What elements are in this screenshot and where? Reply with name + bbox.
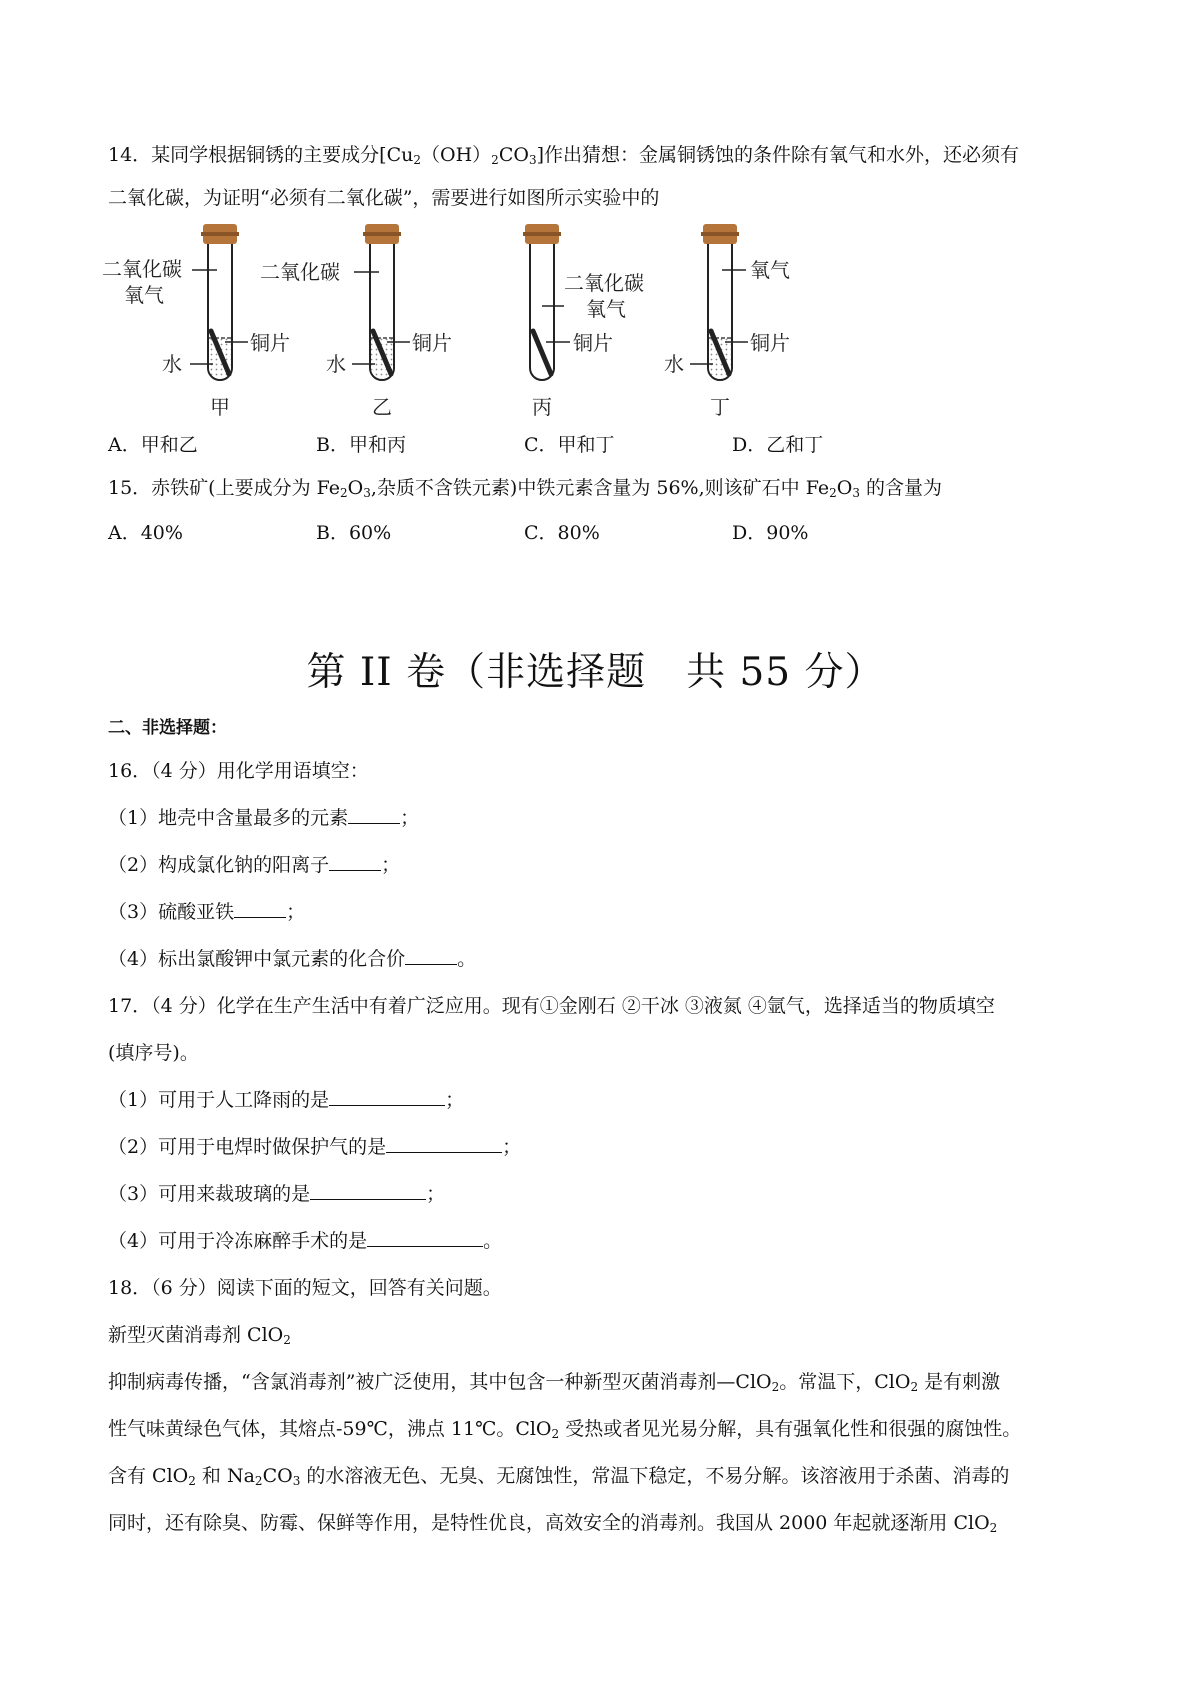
q18-p1-a: 抑制病毒传播，“含氯消毒剂”被广泛使用，其中包含一种新型灭菌消毒剂—ClO [108, 1371, 772, 1393]
q14-text-c: CO [498, 144, 529, 166]
q14-sub-3: 3 [528, 153, 537, 167]
q16-item-2 [108, 852, 1091, 878]
q15-sub-3: 2 [829, 486, 837, 500]
answer-blank[interactable] [234, 899, 286, 918]
q15-sub-4: 3 [852, 486, 860, 500]
q18-p1-c: 是有刺激 [918, 1371, 1001, 1393]
q18-p3-sub3: 3 [292, 1474, 301, 1488]
q15-text-a: 15．赤铁矿(上要成分为 Fe [108, 477, 341, 499]
q14-sub-2: 2 [491, 153, 499, 167]
tube-bing [523, 224, 644, 419]
tube-ding-copper-label: 铜片 [750, 331, 790, 355]
q18-title-text: 新型灭菌消毒剂 ClO [108, 1324, 284, 1346]
q17-item-4 [108, 1228, 1091, 1254]
tube-bing-gas1-label: 二氧化碳 [564, 271, 644, 295]
tube-ding-gas1-label: 氧气 [750, 258, 790, 282]
q16-item-4 [108, 946, 1091, 972]
q18-p4-a: 同时，还有除臭、防霉、保鲜等作用，是特性优良，高效安全的消毒剂。我国从 2000 年起就逐渐用 ClO [108, 1512, 990, 1534]
q17-stem-line2: (填序号)。 [108, 1042, 199, 1064]
q16-item-4-text: （4）标出氯酸钾中氯元素的化合价 [108, 948, 406, 970]
q16-item-2-text: （2）构成氯化钠的阳离子 [108, 854, 330, 876]
q14-text-b: （OH） [421, 144, 492, 166]
q16-item-1-end: ； [400, 807, 420, 829]
answer-blank[interactable] [329, 1087, 445, 1106]
tube-ding [664, 224, 790, 419]
q16-stem: 16．（4 分）用化学用语填空： [108, 760, 369, 782]
q15-text-b: O [347, 477, 364, 499]
q18-p1-b: 。常温下，ClO [779, 1371, 911, 1393]
q17-item-2 [108, 1134, 1091, 1160]
q18-p1-sub2: 2 [910, 1380, 919, 1394]
q16-item-1-text: （1）地壳中含量最多的元素 [108, 807, 349, 829]
q18-p2-b: 受热或者见光易分解，具有强氧化性和很强的腐蚀性。 [559, 1418, 1022, 1440]
section-title: 第 II 卷（非选择题 共 55 分） [306, 650, 885, 695]
tube-yi-water-label: 水 [326, 352, 346, 376]
q18-passage-title [108, 1322, 1091, 1348]
q18-p2-sub1: 2 [551, 1427, 560, 1441]
q14-sub-1: 2 [413, 153, 422, 167]
answer-blank[interactable] [329, 852, 381, 871]
tube-jia-copper-label: 铜片 [250, 331, 290, 355]
tube-bing-copper-label: 铜片 [573, 331, 613, 355]
q15-text-e: 的含量为 [859, 477, 942, 499]
q18-passage-line3 [108, 1463, 1091, 1489]
q17-item-3-end: ； [426, 1183, 446, 1205]
q17-item-3-text: （3）可用来裁玻璃的是 [108, 1183, 311, 1205]
q15-option-a[interactable]: A．40% [108, 522, 183, 544]
q16-item-1 [108, 805, 1091, 831]
q18-p3-a: 含有 ClO [108, 1465, 189, 1487]
answer-blank[interactable] [348, 805, 400, 824]
q15-option-b[interactable]: B．60% [316, 522, 392, 544]
tube-jia-water-label: 水 [162, 352, 182, 376]
q15-text-d: O [836, 477, 853, 499]
tube-yi-gas1-label: 二氧化碳 [260, 260, 340, 284]
q18-title-sub: 2 [283, 1333, 291, 1347]
tube-bing-gas2-label: 氧气 [586, 297, 626, 321]
tube-yi-copper-label: 铜片 [412, 331, 452, 355]
tube-jia-gas1-label: 二氧化碳 [102, 257, 182, 281]
q18-p2-a: 性气味黄绿色气体，其熔点-59℃，沸点 11℃。ClO [108, 1418, 552, 1440]
q18-passage-line1 [108, 1369, 1091, 1395]
q15-stem [108, 475, 1091, 501]
q17-item-1 [108, 1087, 1091, 1113]
answer-blank[interactable] [386, 1134, 502, 1153]
q16-item-3 [108, 899, 1091, 925]
q17-item-1-text: （1）可用于人工降雨的是 [108, 1089, 330, 1111]
q14-text-a: 14．某同学根据铜锈的主要成分[Cu [108, 144, 414, 166]
tube-yi-name: 乙 [372, 395, 392, 419]
q17-stem-line1: 17．（4 分）化学在生产生活中有着广泛应用。现有①金刚石 ②干冰 ③液氮 ④氩气，选择适当的物质填空 [108, 995, 995, 1017]
q18-passage-line4 [108, 1510, 1091, 1536]
q17-item-2-text: （2）可用于电焊时做保护气的是 [108, 1136, 387, 1158]
q14-option-c[interactable]: C．甲和丁 [524, 434, 615, 456]
q18-p3-sub1: 2 [188, 1474, 196, 1488]
tube-jia-name: 甲 [210, 395, 230, 419]
q14-option-b[interactable]: B．甲和丙 [316, 434, 406, 456]
q14-option-a[interactable]: A．甲和乙 [108, 434, 198, 456]
answer-blank[interactable] [367, 1228, 483, 1247]
q14-option-d[interactable]: D．乙和丁 [732, 434, 824, 456]
part-heading: 二、非选择题： [108, 718, 227, 738]
q18-passage-line2 [108, 1416, 1091, 1442]
copper-strip [533, 331, 551, 374]
q18-p3-b: 和 Na [195, 1465, 255, 1487]
q14-stem-line1 [108, 142, 1091, 168]
q18-stem: 18．（6 分）阅读下面的短文，回答有关问题。 [108, 1277, 502, 1299]
q17-item-3 [108, 1181, 1091, 1207]
test-tube-figure [90, 218, 910, 428]
answer-blank[interactable] [405, 946, 457, 965]
q17-item-1-end: ； [445, 1089, 465, 1111]
q18-p4-sub1: 2 [989, 1521, 998, 1535]
q18-p3-d: 的水溶液无色、无臭、无腐蚀性，常温下稳定，不易分解。该溶液用于杀菌、消毒的 [300, 1465, 1010, 1487]
q15-text-c: ,杂质不含铁元素)中铁元素含量为 56%,则该矿石中 Fe [370, 477, 830, 499]
q16-item-3-text: （3）硫酸亚铁 [108, 901, 235, 923]
q18-p3-c: CO [262, 1465, 293, 1487]
q16-item-2-end: ； [381, 854, 401, 876]
q16-item-3-end: ； [286, 901, 306, 923]
q17-item-4-text: （4）可用于冷冻麻醉手术的是 [108, 1230, 368, 1252]
tube-ding-name: 丁 [710, 395, 730, 419]
tube-jia [102, 224, 290, 419]
tube-jia-gas2-label: 氧气 [124, 283, 164, 307]
tube-ding-water-label: 水 [664, 352, 684, 376]
q17-item-2-end: ； [502, 1136, 522, 1158]
q17-item-4-end: 。 [483, 1230, 503, 1252]
q15-sub-1: 2 [340, 486, 348, 500]
tube-yi [260, 224, 452, 419]
q15-option-c[interactable]: C．80% [524, 522, 600, 544]
q18-p3-sub2: 2 [254, 1474, 263, 1488]
tube-bing-name: 丙 [532, 395, 552, 419]
q15-sub-2: 3 [363, 486, 371, 500]
answer-blank[interactable] [310, 1181, 426, 1200]
q16-item-4-end: 。 [457, 948, 477, 970]
q14-text-d: ]作出猜想：金属铜锈蚀的条件除有氧气和水外，还必须有 [536, 144, 1019, 166]
q15-option-d[interactable]: D．90% [732, 522, 809, 544]
q18-p1-sub1: 2 [771, 1380, 780, 1394]
q14-stem-line2: 二氧化碳，为证明“必须有二氧化碳”，需要进行如图所示实验中的 [108, 187, 660, 209]
